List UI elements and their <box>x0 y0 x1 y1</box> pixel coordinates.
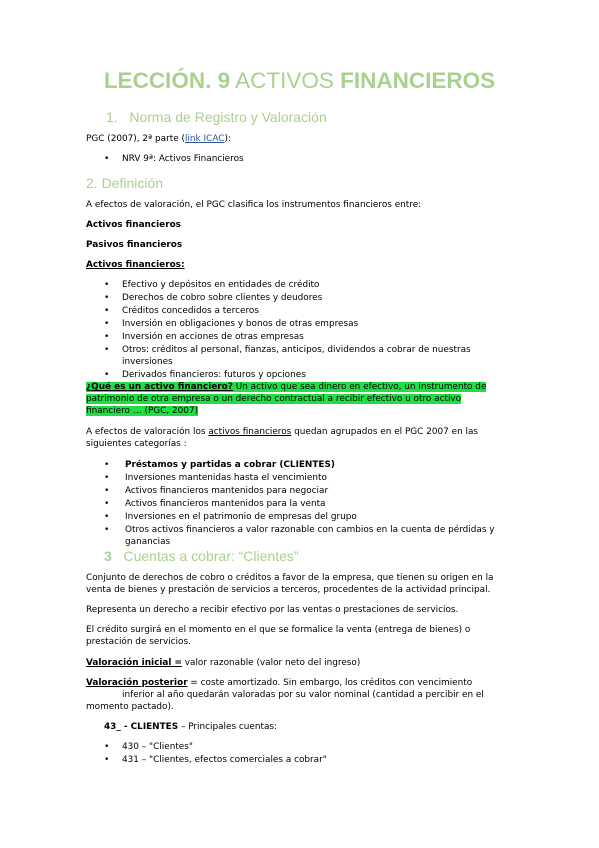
bullet-icon: • <box>104 293 110 303</box>
valoracion-posterior: Valoración posterior = coste amortizado. Sin embargo, los créditos con vencimiento <box>86 678 473 688</box>
paragraph-3: El crédito surgirá en el momento en el que se formalice la venta (entrega de bienes) o <box>86 625 471 635</box>
list-item: Inversiones en el patrimonio de empresas del grupo <box>125 512 357 522</box>
bullet-icon: • <box>104 755 110 765</box>
list-item: Créditos concedidos a terceros <box>122 306 259 316</box>
categories-intro-cont: siguientes categorías : <box>86 439 187 449</box>
intro-text: A efectos de valoración, el PGC clasifica los instrumentos financieros entre: <box>86 200 422 210</box>
title-lesson-number: LECCIÓN. 9 <box>103 68 231 93</box>
bullet-icon: • <box>104 499 110 509</box>
list-item: Derechos de cobro sobre clientes y deudores <box>122 293 323 303</box>
bullet-icon: • <box>104 460 110 470</box>
page-title <box>0 68 599 94</box>
paragraph-2: Representa un derecho a recibir efectivo por las ventas o prestaciones de servicios. <box>86 605 459 615</box>
list-item-continuation: ganancias <box>125 537 171 547</box>
title-middle: ACTIVOS <box>235 68 334 93</box>
paragraph-1-cont: venta de bienes y prestación de servicios a terceros, procedentes de la actividad principal. <box>86 585 491 595</box>
list-item: Efectivo y depósitos en entidades de crédito <box>122 280 320 290</box>
section-3-heading: 3 Cuentas a cobrar: “Clientes” <box>104 548 299 564</box>
account-43-heading: 43_ - CLIENTES – Principales cuentas: <box>104 722 278 732</box>
list-item: Otros activos financieros a valor razonable con cambios en la cuenta de pérdidas y <box>125 525 495 535</box>
definition-question: ¿Qué es un activo financiero? <box>86 382 233 392</box>
icac-link[interactable]: link ICAC <box>185 134 225 144</box>
bullet-icon: • <box>104 332 110 342</box>
list-item: Inversión en acciones de otras empresas <box>122 332 304 342</box>
bullet-icon: • <box>104 306 110 316</box>
activos-label: Activos financieros <box>86 220 181 230</box>
bullet-icon: • <box>104 345 110 355</box>
bullet-icon: • <box>104 280 110 290</box>
pgc-reference: PGC (2007), 2ª parte (link ICAC): <box>86 134 231 144</box>
bullet-icon: • <box>104 512 110 522</box>
list-item: 430 – "Clientes" <box>122 742 193 752</box>
pasivos-label: Pasivos financieros <box>86 240 183 250</box>
paragraph-3-cont: prestación de servicios. <box>86 637 191 647</box>
categories-intro: A efectos de valoración los activos financieros quedan agrupados en el PGC 2007 en las <box>86 427 479 437</box>
bullet-icon: • <box>104 486 110 496</box>
list-item: Préstamos y partidas a cobrar (CLIENTES) <box>125 460 335 470</box>
valoracion-posterior-cont: inferior al año quedarán valoradas por su valor nominal (cantidad a percibir en el <box>122 690 484 700</box>
list-item: Inversión en obligaciones y bonos de otras empresas <box>122 319 359 329</box>
bullet-icon: • <box>104 525 110 535</box>
bullet-icon: • <box>104 370 110 380</box>
paragraph-1: Conjunto de derechos de cobro o créditos a favor de la empresa, que tienen su origen en la <box>86 573 494 583</box>
list-item-continuation: inversiones <box>122 357 173 367</box>
document-page: LECCIÓN. 9 ACTIVOS FINANCIEROS 1. Norma de Registro y Valoración PGC (2007), 2ª parte (link ICAC): • NRV 9ª: Activos Financieros 2. Definición A efectos de valoración, el PGC clasifica los instrumentos financieros entre: Activos financieros Pasivos financieros Activos financieros: • Efectivo y depósitos en entidades de crédito • Derechos de cobro sobre clientes y deudores • Créditos concedidos a terceros • Inversión en obligaciones y bonos de otras empresas • Inversión en acciones de otras empresas • Otros: créditos al personal, fianzas, anticipos, dividendos a cobrar de nuestras inversiones • Derivados financieros: futuros y opciones ¿Qué es un activo financiero? Un activo que sea dinero en efectivo, un instrumento de patrimonio de otra empresa o un derecho contractual a recibir efectivo u otro activo financiero … (PGC, 2007) A efectos de valoración los activos financieros quedan agrupados en el PGC 2007 en las siguientes categorías : • Préstamos y partidas a cobrar (CLIENTES) • Inversiones mantenidas hasta el vencimiento • Activos financieros mantenidos para negociar • Activos financieros mantenidos para la venta • Inversiones en el patrimonio de empresas del grupo • Otros activos financieros a valor razonable con cambios en la cuenta de pérdidas y ganancias 3 Cuentas a cobrar: “Clientes” Conjunto de derechos de cobro o créditos a favor de la empresa, que tienen su origen en la venta de bienes y prestación de servicios a terceros, procedentes de la actividad principal. Representa un derecho a recibir efectivo por las ventas o prestaciones de servicios. El crédito surgirá en el momento en el que se formalice la venta (entrega de bienes) o prestación de servicios. Valoración inicial = valor razonable (valor neto del ingreso) Valoración posterior = coste amortizado. Sin embargo, los créditos con vencimiento inferior al año quedarán valoradas por su valor nominal (cantidad a percibir en el momento pactado). 43_ - CLIENTES – Principales cuentas: • 430 – "Clientes" • 431 – "Clientes, efectos comerciales a cobrar" <box>0 0 599 848</box>
bullet-icon: • <box>104 742 110 752</box>
bullet-icon: • <box>104 319 110 329</box>
section-2-heading: 2. Definición <box>86 175 164 191</box>
list-item: NRV 9ª: Activos Financieros <box>122 154 244 164</box>
activos-heading: Activos financieros: <box>86 260 185 270</box>
valoracion-posterior-cont-2: momento pactado). <box>86 702 174 712</box>
list-item: Derivados financieros: futuros y opciones <box>122 370 306 380</box>
valoracion-inicial: Valoración inicial = valor razonable (valor neto del ingreso) <box>86 658 361 668</box>
bullet-icon: • <box>104 154 110 164</box>
list-item: 431 – "Clientes, efectos comerciales a cobrar" <box>122 755 327 765</box>
list-item: Activos financieros mantenidos para negociar <box>125 486 329 496</box>
list-item: Otros: créditos al personal, fianzas, anticipos, dividendos a cobrar de nuestras <box>122 345 471 355</box>
title-end: FINANCIEROS <box>340 68 496 93</box>
bullet-icon: • <box>104 473 110 483</box>
list-item: Inversiones mantenidas hasta el vencimiento <box>125 473 327 483</box>
section-1-heading: 1. Norma de Registro y Valoración <box>106 109 327 125</box>
list-item: Activos financieros mantenidos para la venta <box>125 499 326 509</box>
